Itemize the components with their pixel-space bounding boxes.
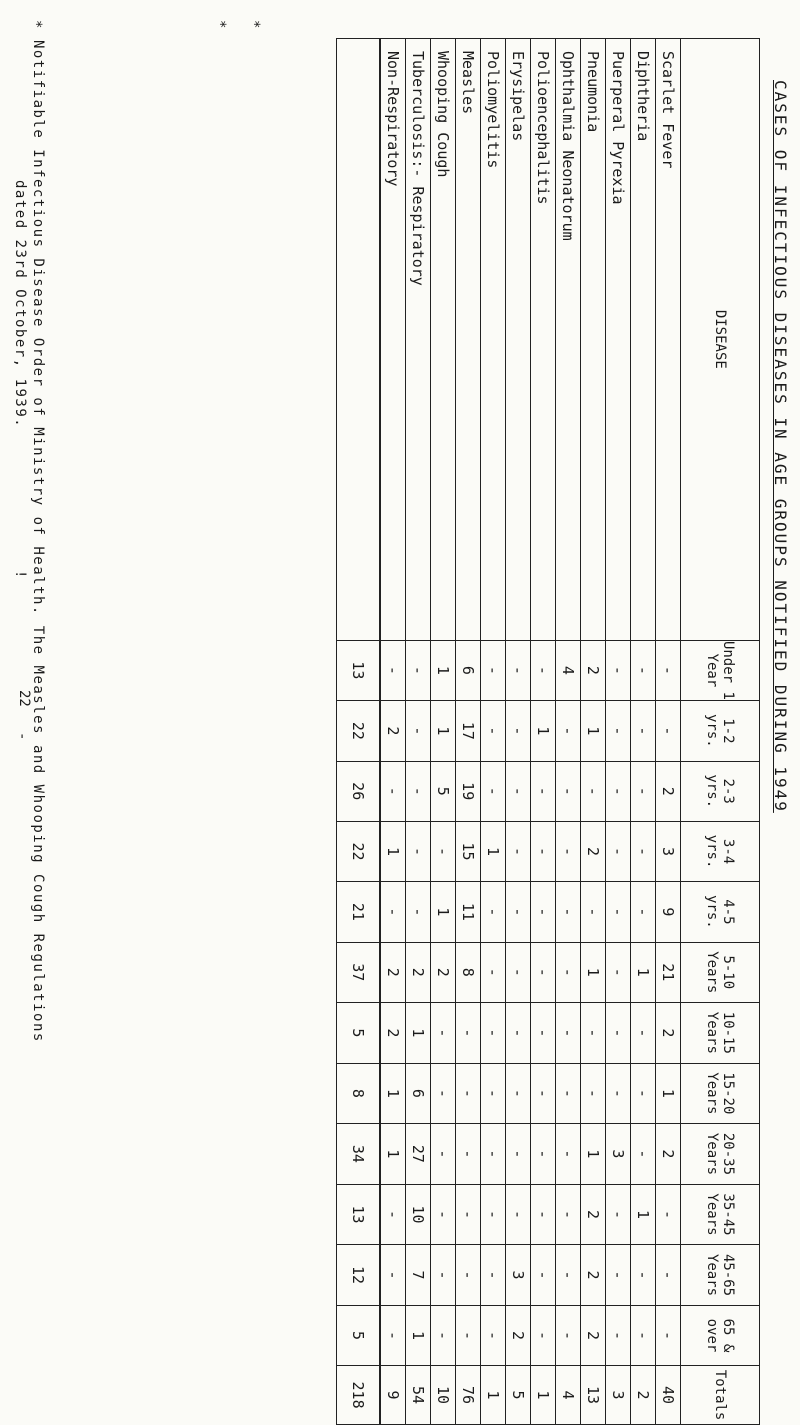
totals-row xyxy=(337,39,381,1425)
count-cell: - xyxy=(456,1305,481,1365)
count-cell: - xyxy=(431,1305,456,1365)
whooping-cough-marker: * xyxy=(212,20,228,29)
count-cell: 2 xyxy=(581,1184,606,1245)
column-total: 13 xyxy=(337,1184,381,1245)
count-cell: - xyxy=(656,1305,681,1365)
count-cell: - xyxy=(380,640,406,701)
count-cell: 1 xyxy=(581,942,606,1003)
count-cell: 4 xyxy=(556,640,581,701)
disease-name: Ophthalmia Neonatorum xyxy=(556,39,581,641)
disease-table xyxy=(336,38,760,1425)
count-cell: - xyxy=(380,882,406,942)
count-cell: - xyxy=(531,1305,556,1365)
count-cell: - xyxy=(431,1124,456,1185)
age-header: 5-10 Years xyxy=(681,942,760,1003)
count-cell: - xyxy=(406,701,431,761)
row-total: 76 xyxy=(456,1366,481,1425)
totals-row-label xyxy=(337,39,381,641)
count-cell: - xyxy=(481,942,506,1003)
count-cell: - xyxy=(556,1184,581,1245)
count-cell: 2 xyxy=(380,701,406,761)
count-cell: - xyxy=(456,1184,481,1245)
count-cell: 9 xyxy=(656,882,681,942)
footnote-marker: * xyxy=(28,20,44,29)
count-cell: 1 xyxy=(581,701,606,761)
count-cell: 3 xyxy=(656,821,681,881)
column-total: 26 xyxy=(337,761,381,821)
table-body xyxy=(337,39,681,1425)
row-total: 5 xyxy=(506,1366,531,1425)
count-cell: - xyxy=(656,640,681,701)
table-row xyxy=(581,39,606,1425)
count-cell: - xyxy=(431,1245,456,1306)
count-cell: 27 xyxy=(406,1124,431,1185)
count-cell: - xyxy=(456,1124,481,1185)
count-cell: - xyxy=(481,1305,506,1365)
page-mark: ! xyxy=(12,570,28,579)
age-header: 10-15 Years xyxy=(681,1003,760,1064)
count-cell: - xyxy=(431,1003,456,1064)
table-row xyxy=(631,39,656,1425)
count-cell: - xyxy=(506,1063,531,1124)
row-total: 3 xyxy=(606,1366,631,1425)
count-cell: - xyxy=(406,882,431,942)
row-total: 2 xyxy=(631,1366,656,1425)
row-total: 40 xyxy=(656,1366,681,1425)
count-cell: - xyxy=(506,1184,531,1245)
count-cell: 1 xyxy=(380,821,406,881)
count-cell: 2 xyxy=(656,1124,681,1185)
disease-name: Puerperal Pyrexia xyxy=(606,39,631,641)
count-cell: - xyxy=(431,1063,456,1124)
table-row xyxy=(506,39,531,1425)
count-cell: - xyxy=(531,640,556,701)
table-row xyxy=(481,39,506,1425)
column-total: 21 xyxy=(337,882,381,942)
table-row xyxy=(380,39,406,1425)
row-total: 54 xyxy=(406,1366,431,1425)
column-total: 13 xyxy=(337,640,381,701)
disease-name: Measles xyxy=(456,39,481,641)
count-cell: - xyxy=(606,1063,631,1124)
count-cell: - xyxy=(556,1063,581,1124)
count-cell: 6 xyxy=(456,640,481,701)
column-total: 37 xyxy=(337,942,381,1003)
count-cell: 2 xyxy=(380,942,406,1003)
count-cell: - xyxy=(581,1063,606,1124)
count-cell: 2 xyxy=(656,1003,681,1064)
age-header: 1-2 yrs. xyxy=(681,701,760,761)
table-row xyxy=(456,39,481,1425)
count-cell: - xyxy=(656,1245,681,1306)
disease-name: Pneumonia xyxy=(581,39,606,641)
row-total: 1 xyxy=(481,1366,506,1425)
count-cell: - xyxy=(556,882,581,942)
count-cell: - xyxy=(506,640,531,701)
count-cell: 2 xyxy=(406,942,431,1003)
column-total: 5 xyxy=(337,1003,381,1064)
count-cell: - xyxy=(606,1305,631,1365)
column-total: 8 xyxy=(337,1063,381,1124)
count-cell: - xyxy=(606,701,631,761)
count-cell: - xyxy=(406,821,431,881)
table-row xyxy=(531,39,556,1425)
count-cell: - xyxy=(631,1124,656,1185)
count-cell: - xyxy=(456,1245,481,1306)
page-dash: - xyxy=(14,732,30,741)
count-cell: - xyxy=(531,1063,556,1124)
count-cell: 2 xyxy=(380,1003,406,1064)
count-cell: - xyxy=(606,1245,631,1306)
count-cell: - xyxy=(631,882,656,942)
count-cell: - xyxy=(606,882,631,942)
footnote-line-1: Notifiable Infectious Disease Order of Ministry of Health. The Measles and Whooping Cough Regulations xyxy=(30,40,46,1043)
table-row xyxy=(556,39,581,1425)
count-cell: - xyxy=(606,1003,631,1064)
count-cell: 1 xyxy=(431,882,456,942)
count-cell: - xyxy=(631,761,656,821)
count-cell: - xyxy=(606,1184,631,1245)
count-cell: - xyxy=(481,1245,506,1306)
count-cell: - xyxy=(531,761,556,821)
disease-name: Scarlet Fever xyxy=(656,39,681,641)
count-cell: - xyxy=(581,882,606,942)
count-cell: - xyxy=(531,1184,556,1245)
count-cell: - xyxy=(380,1245,406,1306)
row-total: 4 xyxy=(556,1366,581,1425)
count-cell: - xyxy=(506,821,531,881)
age-header: 65 & over xyxy=(681,1305,760,1365)
disease-name: Non-Respiratory xyxy=(380,39,406,641)
count-cell: - xyxy=(531,1003,556,1064)
age-header: 2-3 yrs. xyxy=(681,761,760,821)
count-cell: - xyxy=(606,640,631,701)
count-cell: 2 xyxy=(506,1305,531,1365)
table-row xyxy=(406,39,431,1425)
count-cell: - xyxy=(531,942,556,1003)
count-cell: 2 xyxy=(581,640,606,701)
disease-name: Whooping Cough xyxy=(431,39,456,641)
count-cell: - xyxy=(506,761,531,821)
count-cell: 2 xyxy=(581,1305,606,1365)
count-cell: 21 xyxy=(656,942,681,1003)
grand-total: 218 xyxy=(337,1366,381,1425)
count-cell: - xyxy=(380,761,406,821)
disease-name: Erysipelas xyxy=(506,39,531,641)
age-header: 35-45 Years xyxy=(681,1184,760,1245)
column-total: 22 xyxy=(337,701,381,761)
count-cell: 8 xyxy=(456,942,481,1003)
age-header: 45-65 Years xyxy=(681,1245,760,1306)
count-cell: - xyxy=(406,761,431,821)
count-cell: - xyxy=(481,882,506,942)
count-cell: 1 xyxy=(581,1124,606,1185)
row-total: 10 xyxy=(431,1366,456,1425)
count-cell: - xyxy=(506,1124,531,1185)
count-cell: - xyxy=(481,1003,506,1064)
count-cell: - xyxy=(631,821,656,881)
count-cell: 1 xyxy=(631,942,656,1003)
count-cell: 2 xyxy=(581,1245,606,1306)
count-cell: - xyxy=(631,701,656,761)
count-cell: - xyxy=(656,1184,681,1245)
age-header: 4-5 yrs. xyxy=(681,882,760,942)
measles-marker: * xyxy=(246,20,262,29)
count-cell: - xyxy=(456,1063,481,1124)
count-cell: - xyxy=(506,882,531,942)
page-title: CASES OF INFECTIOUS DISEASES IN AGE GROUPS NOTIFIED DURING 1949 xyxy=(771,80,790,813)
disease-name: Polioencephalitis xyxy=(531,39,556,641)
count-cell: - xyxy=(481,1184,506,1245)
count-cell: - xyxy=(556,701,581,761)
disease-name: Diphtheria xyxy=(631,39,656,641)
count-cell: 5 xyxy=(431,761,456,821)
age-header: 3-4 yrs. xyxy=(681,821,760,881)
count-cell: 1 xyxy=(380,1124,406,1185)
count-cell: - xyxy=(380,1184,406,1245)
count-cell: 2 xyxy=(656,761,681,821)
count-cell: - xyxy=(556,821,581,881)
count-cell: - xyxy=(556,1003,581,1064)
count-cell: 1 xyxy=(380,1063,406,1124)
count-cell: 10 xyxy=(406,1184,431,1245)
count-cell: 2 xyxy=(581,821,606,881)
count-cell: - xyxy=(581,761,606,821)
table-row xyxy=(656,39,681,1425)
count-cell: - xyxy=(606,761,631,821)
count-cell: 1 xyxy=(631,1184,656,1245)
count-cell: - xyxy=(631,1003,656,1064)
column-total: 5 xyxy=(337,1305,381,1365)
count-cell: - xyxy=(531,882,556,942)
count-cell: - xyxy=(631,1063,656,1124)
count-cell: - xyxy=(481,701,506,761)
page-number: 22 xyxy=(16,690,32,707)
count-cell: - xyxy=(581,1003,606,1064)
row-total: 9 xyxy=(380,1366,406,1425)
count-cell: - xyxy=(531,821,556,881)
count-cell: - xyxy=(556,1245,581,1306)
count-cell: 3 xyxy=(506,1245,531,1306)
disease-header: DISEASE xyxy=(681,39,760,641)
count-cell: 2 xyxy=(431,942,456,1003)
count-cell: - xyxy=(481,761,506,821)
age-header: Under 1 Year xyxy=(681,640,760,701)
count-cell: 15 xyxy=(456,821,481,881)
count-cell: - xyxy=(456,1003,481,1064)
count-cell: - xyxy=(506,1003,531,1064)
count-cell: 1 xyxy=(656,1063,681,1124)
count-cell: 1 xyxy=(406,1003,431,1064)
count-cell: 3 xyxy=(606,1124,631,1185)
age-header: 20-35 Years xyxy=(681,1124,760,1185)
count-cell: - xyxy=(631,1245,656,1306)
count-cell: - xyxy=(556,761,581,821)
count-cell: - xyxy=(506,701,531,761)
disease-name: Tuberculosis:- Respiratory xyxy=(406,39,431,641)
count-cell: - xyxy=(631,1305,656,1365)
count-cell: 19 xyxy=(456,761,481,821)
totals-header: Totals xyxy=(681,1366,760,1425)
row-total: 1 xyxy=(531,1366,556,1425)
disease-name: Poliomyelitis xyxy=(481,39,506,641)
count-cell: 17 xyxy=(456,701,481,761)
count-cell: - xyxy=(431,821,456,881)
count-cell: - xyxy=(531,1124,556,1185)
count-cell: 7 xyxy=(406,1245,431,1306)
count-cell: - xyxy=(606,821,631,881)
count-cell: - xyxy=(556,1305,581,1365)
count-cell: 1 xyxy=(431,640,456,701)
count-cell: 1 xyxy=(531,701,556,761)
count-cell: 1 xyxy=(481,821,506,881)
count-cell: - xyxy=(481,1063,506,1124)
count-cell: - xyxy=(506,942,531,1003)
footnote-line-2: dated 23rd October, 1939. xyxy=(12,180,28,429)
header-row xyxy=(681,39,760,1425)
count-cell: - xyxy=(406,640,431,701)
count-cell: - xyxy=(606,942,631,1003)
age-header: 15-20 Years xyxy=(681,1063,760,1124)
count-cell: - xyxy=(556,1124,581,1185)
column-total: 34 xyxy=(337,1124,381,1185)
count-cell: - xyxy=(531,1245,556,1306)
count-cell: 11 xyxy=(456,882,481,942)
count-cell: - xyxy=(481,640,506,701)
row-total: 13 xyxy=(581,1366,606,1425)
column-total: 12 xyxy=(337,1245,381,1306)
count-cell: 1 xyxy=(406,1305,431,1365)
count-cell: 6 xyxy=(406,1063,431,1124)
count-cell: - xyxy=(431,1184,456,1245)
column-total: 22 xyxy=(337,821,381,881)
count-cell: - xyxy=(380,1305,406,1365)
count-cell: 1 xyxy=(431,701,456,761)
count-cell: - xyxy=(656,701,681,761)
count-cell: - xyxy=(631,640,656,701)
table-row xyxy=(431,39,456,1425)
table-row xyxy=(606,39,631,1425)
count-cell: - xyxy=(481,1124,506,1185)
count-cell: - xyxy=(556,942,581,1003)
